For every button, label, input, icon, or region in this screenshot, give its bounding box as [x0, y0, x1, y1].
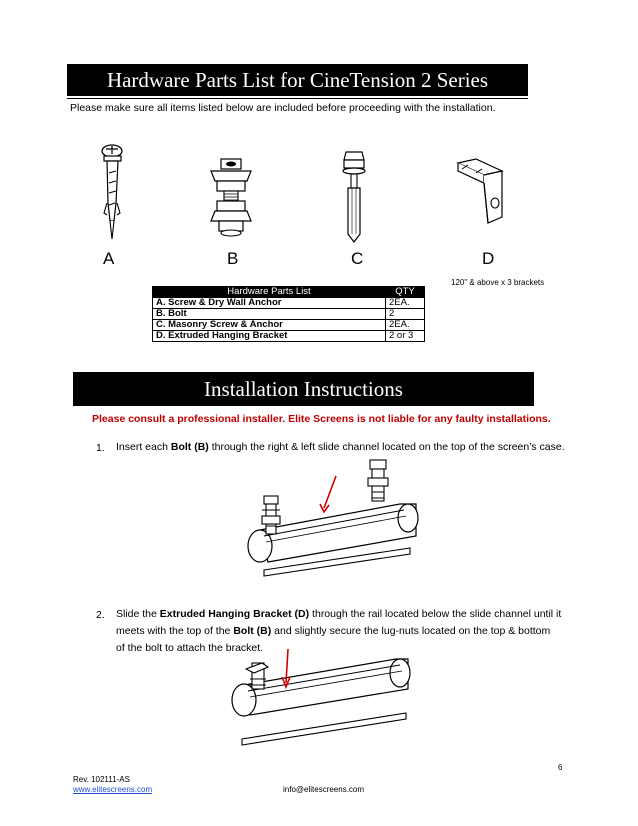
step-1-illustration	[240, 458, 430, 588]
step-2-line-3: of the bolt to attach the bracket.	[116, 642, 264, 654]
part-qty: 2 or 3	[386, 331, 425, 342]
part-label-c: C	[351, 249, 364, 268]
part-name: A. Screw & Dry Wall Anchor	[153, 298, 386, 309]
table-row	[153, 331, 425, 342]
part-d-bracket-image	[452, 157, 508, 227]
contact-email: info@elitescreens.com	[283, 785, 365, 794]
bracket-quantity-note: 120" & above x 3 brackets	[451, 278, 545, 287]
step-2-number: 2.	[96, 609, 105, 621]
part-name: D. Extruded Hanging Bracket	[153, 331, 386, 342]
part-b-bolt-image	[206, 157, 256, 239]
table-row	[153, 309, 425, 320]
table-header-qty: QTY	[386, 287, 425, 298]
table-header-parts: Hardware Parts List	[153, 287, 386, 298]
part-name: B. Bolt	[153, 309, 386, 320]
title-divider	[67, 98, 528, 99]
part-qty: 2EA.	[386, 298, 425, 309]
part-label-a: A	[103, 249, 115, 268]
step-1-text: Insert each Bolt (B) through the right & left slide channel located on the top of the screen’s case.	[116, 441, 565, 453]
page-number: 6	[558, 763, 563, 772]
part-qty: 2	[386, 309, 425, 320]
part-c-masonry-screw-image	[340, 148, 370, 248]
installation-title: Installation Instructions	[73, 372, 534, 406]
step-2-line-2: meets with the top of the Bolt (B) and slightly secure the lug-nuts located on the top & bottom	[116, 625, 551, 637]
parts-list-title: Hardware Parts List for CineTension 2 Series	[67, 64, 528, 96]
part-a-screw-anchor-image	[98, 143, 128, 243]
part-name: C. Masonry Screw & Anchor	[153, 320, 386, 331]
website-link[interactable]: www.elitescreens.com	[73, 785, 153, 794]
table-header-row	[153, 287, 425, 298]
parts-table	[152, 286, 425, 342]
step-2-illustration	[228, 643, 418, 748]
part-label-d: D	[482, 249, 495, 268]
step-1-number: 1.	[96, 442, 105, 454]
revision-code: Rev. 102111-AS	[73, 775, 130, 784]
part-qty: 2EA.	[386, 320, 425, 331]
part-label-b: B	[227, 249, 239, 268]
intro-text: Please make sure all items listed below are included before proceeding with the installation.	[70, 102, 496, 114]
table-row	[153, 320, 425, 331]
installer-warning: Please consult a professional installer. Elite Screens is not liable for any faulty installations.	[92, 413, 551, 425]
step-2-line-1: Slide the Extruded Hanging Bracket (D) through the rail located below the slide channel until it	[116, 608, 562, 620]
table-row	[153, 298, 425, 309]
